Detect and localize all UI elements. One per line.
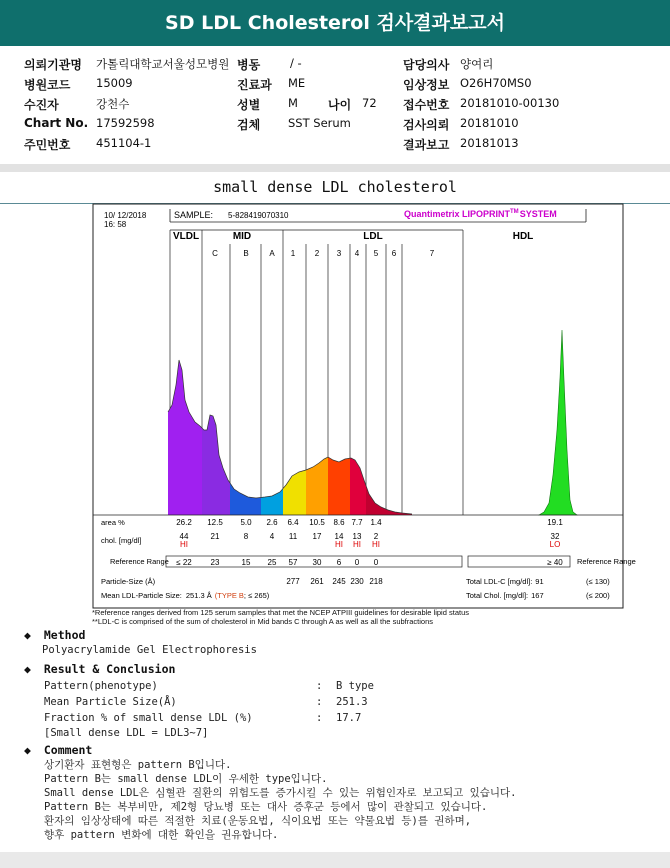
value-receipt-no: 20181010-00130	[460, 96, 560, 110]
result-section	[24, 662, 175, 676]
chol-value-4: 13	[352, 532, 362, 541]
area-value-4: 7.7	[351, 518, 363, 527]
area-value-5: 1.4	[370, 518, 382, 527]
curve-fill-3	[328, 457, 350, 515]
comment-line-1: Pattern B는 small dense LDL이 우세한 type입니다.	[44, 773, 328, 785]
label-report-date: 결과보고	[403, 138, 450, 152]
chol-value-3: 14	[334, 532, 344, 541]
band-label-7: 7	[429, 249, 435, 258]
method-section	[24, 628, 85, 642]
total-ldl-ref: (≤ 130)	[586, 577, 610, 586]
band-label-6: 6	[391, 249, 397, 258]
comment-line-5: 향후 pattern 변화에 대한 확인을 권유합니다.	[44, 829, 279, 841]
brand-name	[404, 209, 557, 219]
ref-value-c: 23	[210, 558, 220, 567]
total-ldl	[466, 577, 544, 586]
particle-size-3: 245	[332, 577, 346, 586]
result-bullet-icon: ◆	[24, 662, 31, 676]
comment-section	[24, 743, 92, 757]
brand-suffix: SYSTEM	[519, 209, 557, 219]
band-label-a: A	[269, 249, 275, 258]
result-value-2: 17.7	[336, 712, 362, 724]
label-resident-no: 주민번호	[24, 138, 71, 152]
sample-id: 5-828419070310	[228, 211, 289, 220]
area-value-vldl: 26.2	[176, 518, 192, 527]
mean-type: (TYPE B	[214, 591, 244, 600]
band-label-4: 4	[354, 249, 360, 258]
value-age: 72	[362, 96, 377, 110]
total-chol-value: 167	[531, 591, 544, 600]
value-doctor: 양여리	[460, 57, 494, 71]
footnote-1: *Reference ranges derived from 125 serum samples that met the NCEP ATPIII guidelines for desirable lipid status	[92, 608, 469, 617]
ref-value-vldl: ≤ 22	[176, 558, 192, 567]
band-label-3: 3	[336, 249, 342, 258]
group-label-hdl: HDL	[512, 231, 534, 242]
result-note: [Small dense LDL = LDL3~7]	[44, 727, 209, 739]
band-label-b: B	[243, 249, 249, 258]
total-chol-label: Total Chol. [mg/dl]:	[466, 591, 529, 600]
ref-value-3: 6	[336, 558, 342, 567]
chol-value-1: 11	[288, 532, 298, 541]
brand-tm: TM	[510, 209, 519, 215]
section-divider	[0, 164, 670, 172]
total-chol	[466, 591, 544, 600]
label-hospital-code: 병원코드	[24, 78, 71, 92]
chol-value-a: 4	[269, 532, 275, 541]
result-label-0: Pattern(phenotype)	[44, 680, 158, 692]
result-label-2: Fraction % of small dense LDL (%)	[44, 712, 253, 724]
row-label-chol: chol. [mg/dl]	[101, 536, 142, 545]
label-department: 진료과	[237, 78, 272, 92]
area-value-1: 6.4	[287, 518, 299, 527]
method-text: Polyacrylamide Gel Electrophoresis	[42, 644, 257, 656]
label-sex: 성별	[237, 98, 261, 112]
comment-heading: Comment	[43, 743, 93, 757]
flag-3: HI	[335, 540, 343, 549]
result-sep-0: :	[316, 680, 323, 692]
row-label-ref-text: Reference Range	[110, 557, 169, 566]
label-doctor: 담당의사	[403, 58, 450, 72]
flag-5: HI	[372, 540, 380, 549]
ref-value-4: 0	[354, 558, 360, 567]
particle-size-5: 218	[369, 577, 383, 586]
area-value-hdl: 19.1	[547, 518, 563, 527]
value-resident-no: 451104-1	[96, 136, 152, 150]
group-label-vldl: VLDL	[172, 231, 200, 242]
area-value-c: 12.5	[207, 518, 223, 527]
mean-value: 251.3 Å	[185, 591, 212, 600]
ref-value-1: 57	[288, 558, 298, 567]
result-label-1: Mean Particle Size(Å)	[44, 696, 177, 708]
comment-line-2: Small dense LDL은 심혈관 질환의 위험도를 증가시킬 수 있는 위험인자로 보고되고 있습니다.	[44, 787, 517, 799]
comment-line-0: 상기환자 표현형은 pattern B입니다.	[44, 759, 232, 771]
result-value-0: B type	[336, 680, 374, 692]
result-sep-2: :	[316, 712, 323, 724]
label-receipt-no: 접수번호	[403, 98, 450, 112]
value-chart-no: 17592598	[96, 116, 155, 130]
comment-line-4: 환자의 임상상태에 따른 적절한 치료(운동요법, 식이요법 또는 약물요법 등)를 권하며,	[44, 815, 472, 827]
value-clinical-info: O26H70MS0	[460, 76, 532, 90]
label-chart-no: Chart No.	[24, 116, 89, 130]
method-heading: Method	[43, 628, 86, 642]
value-specimen: SST Serum	[288, 116, 351, 130]
ref-value-hdl: ≥ 40	[547, 558, 563, 567]
band-label-c: C	[212, 249, 218, 258]
area-value-3: 8.6	[333, 518, 345, 527]
particle-size-2: 261	[310, 577, 324, 586]
value-request-date: 20181010	[460, 116, 519, 130]
chol-value-5: 2	[373, 532, 379, 541]
label-ward: 병동	[237, 58, 261, 72]
result-sep-1: :	[316, 696, 323, 708]
chol-value-2: 17	[312, 532, 322, 541]
ref-value-a: 25	[267, 558, 277, 567]
ref-right-label: Reference Range	[577, 557, 636, 566]
particle-size-4: 230	[350, 577, 364, 586]
mean-size	[101, 591, 270, 600]
comment-line-3: Pattern B는 복부비만, 제2형 당뇨병 또는 대사 증후군 등에서 많이 관찰되고 있습니다.	[44, 801, 488, 813]
value-hospital-code: 15009	[96, 76, 133, 90]
method-bullet-icon: ◆	[24, 628, 31, 642]
total-ldl-label: Total LDL-C [mg/dl]:	[466, 577, 533, 586]
comment-bullet-icon: ◆	[24, 743, 31, 757]
label-age: 나이	[328, 98, 352, 112]
chol-value-hdl: 32	[550, 532, 560, 541]
chart-subtitle: small dense LDL cholesterol	[213, 178, 457, 196]
total-ldl-value: 91	[535, 577, 544, 586]
value-patient: 강천수	[96, 97, 130, 111]
label-request-date: 검사의뢰	[403, 118, 450, 132]
chol-value-vldl: 44	[179, 532, 189, 541]
chart-date: 10/ 12/2018	[104, 211, 147, 220]
area-value-b: 5.0	[240, 518, 252, 527]
flag-hdl: LO	[549, 540, 561, 549]
value-sex: M	[288, 96, 298, 110]
row-label-area: area %	[101, 518, 125, 527]
row-label-ref	[110, 557, 169, 566]
ref-value-5: 0	[373, 558, 379, 567]
area-value-a: 2.6	[266, 518, 278, 527]
band-label-1: 1	[290, 249, 296, 258]
group-label-mid: MID	[232, 231, 252, 242]
band-label-2: 2	[314, 249, 320, 258]
row-label-particle-size: Particle-Size (Å)	[101, 577, 156, 586]
area-value-2: 10.5	[309, 518, 325, 527]
label-institution: 의뢰기관명	[24, 58, 82, 72]
flag-4: HI	[353, 540, 361, 549]
result-heading: Result & Conclusion	[43, 662, 176, 676]
group-label-ldl: LDL	[363, 231, 383, 242]
particle-size-1: 277	[286, 577, 300, 586]
label-clinical-info: 임상정보	[403, 78, 450, 92]
sample-label: SAMPLE:	[174, 210, 214, 220]
chol-value-c: 21	[210, 532, 220, 541]
ref-value-2: 30	[312, 558, 322, 567]
band-label-5: 5	[373, 249, 379, 258]
flag-vldl: HI	[180, 540, 188, 549]
brand-main: Quantimetrix LIPOPRINT	[404, 209, 511, 219]
lipoprint-chart	[0, 200, 670, 612]
label-specimen: 검체	[237, 118, 261, 132]
ref-value-b: 15	[241, 558, 251, 567]
value-ward: / -	[290, 56, 302, 70]
mean-label: Mean LDL-Particle Size:	[101, 591, 182, 600]
bottom-band	[0, 852, 670, 868]
total-chol-ref: (≤ 200)	[586, 591, 610, 600]
value-department: ME	[288, 76, 306, 90]
label-patient: 수진자	[24, 98, 59, 112]
value-report-date: 20181013	[460, 136, 519, 150]
chol-value-b: 8	[243, 532, 249, 541]
report-title: SD LDL Cholesterol 검사결과보고서	[0, 0, 670, 46]
result-value-1: 251.3	[336, 696, 368, 708]
patient-info	[0, 46, 670, 166]
chart-time: 16: 58	[104, 220, 127, 229]
value-institution: 가톨릭대학교서울성모병원	[96, 57, 230, 71]
mean-suffix: ; ≤ 265)	[243, 591, 270, 600]
footnote-2: **LDL-C is comprised of the sum of cholesterol in Mid bands C through A as well as all the subfractions	[92, 617, 434, 626]
